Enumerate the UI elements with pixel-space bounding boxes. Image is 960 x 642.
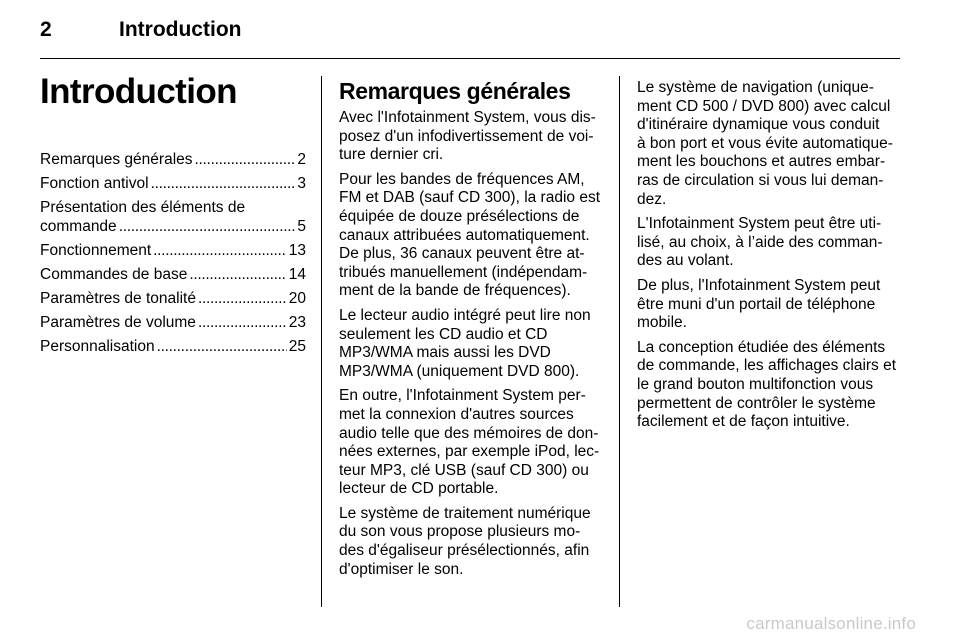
body-paragraph: De plus, l'Infotainment System peut être muni d'un portail de téléphone mobile. (637, 276, 881, 332)
chapter-title: Introduction (40, 72, 237, 111)
body-paragraph: Le lecteur audio intégré peut lire non seulement les CD audio et CD MP3/WMA mais aussi les DVD MP3/WMA (uniquement DVD 800). (339, 306, 591, 380)
toc-entry-page: 23 (288, 314, 306, 331)
toc-leader (119, 217, 296, 236)
toc-leader (198, 289, 287, 308)
header-rule (40, 58, 900, 59)
toc-entry-personnalisation[interactable] (40, 337, 306, 356)
toc-entry-title: Fonction antivol (40, 175, 149, 192)
body-paragraph: Pour les bandes de fréquences AM, FM et DAB (sauf CD 300), la radio est équipée de douze présélections de canaux attribuées automatiquement. De plus, 36 canaux peuvent être at- tribués manuellement (indépendam- ment de la bande de fréquences). (339, 170, 601, 300)
body-paragraph: La conception étudiée des éléments de commande, les affichages clairs et le grand bouton multifonction vous permettent de contrôler le système facilement et de façon intuitive. (637, 338, 897, 431)
column-divider-2 (619, 76, 620, 607)
toc-entry-page: 25 (288, 338, 306, 355)
page-number: 2 (40, 18, 52, 41)
toc-entry-presentation[interactable] (40, 198, 306, 236)
body-paragraph: Avec l'Infotainment System, vous dis- posez d'un infodivertissement de voi- ture dernier cri. (339, 109, 596, 164)
paragraph-list (339, 109, 604, 579)
toc-entry-volume[interactable] (40, 313, 306, 332)
body-paragraph: Le système de navigation (unique- ment CD 500 / DVD 800) avec calcul d'itinéraire dynamique vous conduit à bon port et vous évite automatique- ment les bouchons et autres embar- ras de circulation si vous lui deman- dez. (637, 79, 893, 208)
toc-entry-title-line1: Présentation des éléments de (40, 199, 246, 216)
toc-entry-remarques[interactable] (40, 150, 306, 169)
column-right (637, 72, 903, 438)
toc-entry-title: Paramètres de volume (40, 314, 196, 331)
toc-entry-title: Fonctionnement (40, 242, 152, 259)
toc-entry-page: 20 (288, 290, 306, 307)
toc-entry-tonalite[interactable] (40, 289, 306, 308)
toc-entry-page: 13 (288, 242, 306, 259)
toc-entry-title: Personnalisation (40, 338, 155, 355)
toc-entry-page: 3 (297, 175, 306, 192)
body-paragraph: En outre, l'Infotainment System per- met la connexion d'autres sources audio telle que des mémoires de don- nées externes, par exemple iPod, lec- teur MP3, clé USB (sauf CD 300) ou lecteur de CD portable. (339, 387, 600, 498)
body-paragraph: Le système de traitement numérique du son vous propose plusieurs mo- des d'égaliseur présélectionnés, afin d'optimiser le son. (339, 504, 591, 578)
table-of-contents (40, 150, 306, 356)
toc-entry-antivol[interactable] (40, 174, 306, 193)
toc-leader (189, 265, 286, 284)
toc-entry-title: Paramètres de tonalité (40, 290, 196, 307)
column-middle (339, 72, 604, 585)
running-section-title: Introduction (119, 18, 242, 41)
section-title: Remarques générales (339, 78, 571, 104)
toc-entry-page: 2 (297, 151, 306, 168)
toc-entry-title: Remarques générales (40, 151, 193, 168)
toc-entry-title: Commandes de base (40, 266, 188, 283)
paragraph-list (637, 79, 903, 432)
toc-entry-page: 5 (297, 218, 306, 235)
toc-leader (198, 313, 287, 332)
toc-entry-commandes[interactable] (40, 265, 306, 284)
toc-leader (153, 241, 287, 260)
column-left (40, 72, 306, 361)
toc-entry-page: 14 (288, 266, 306, 283)
toc-entry-fonctionnement[interactable] (40, 241, 306, 260)
toc-leader (195, 150, 296, 169)
toc-entry-title-line2: commande (40, 218, 117, 235)
body-paragraph: L'Infotainment System peut être uti- lisé, au choix, à l’aide des comman- des au volant. (637, 215, 883, 270)
toc-leader (151, 174, 296, 193)
watermark: carmanualsonline.info (746, 614, 916, 633)
toc-leader (157, 337, 287, 356)
column-divider-1 (321, 76, 322, 607)
